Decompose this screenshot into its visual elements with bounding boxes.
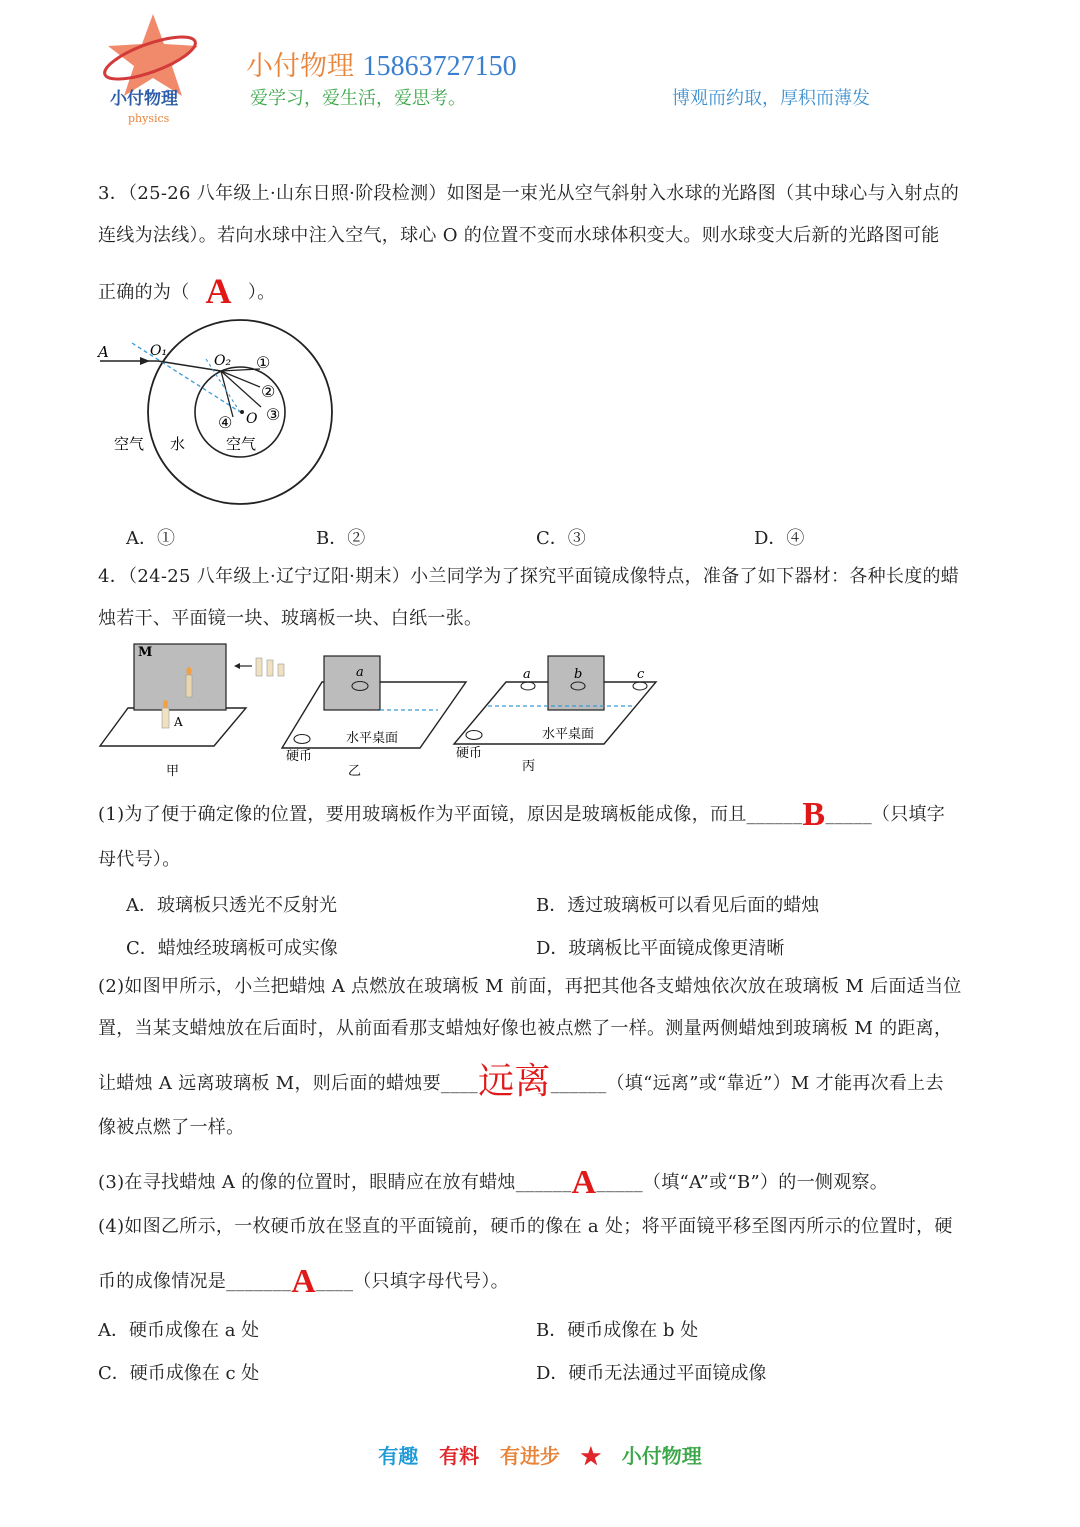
q4-p4-line1: (4)如图乙所示，一枚硬币放在竖直的平面镜前，硬币的像在 a 处；将平面镜平移至图丙所示的位置时，硬 (98, 1216, 953, 1237)
mirror-bing (548, 656, 604, 710)
spare-candle-3 (278, 664, 284, 676)
footer (0, 1440, 1080, 1469)
q4-p4-prompt-end: ____（只填字母代号）。 (316, 1271, 509, 1292)
figure-jia (100, 644, 284, 779)
label-desk-yi: 水平桌面 (346, 731, 399, 746)
header-slogan-right: 博观而约取，厚积而薄发 (672, 88, 870, 109)
spare-candle-2 (267, 660, 273, 676)
arrow-left-icon (234, 663, 240, 669)
q4-p1-line1 (98, 796, 946, 833)
footer-part-4: 小付物理 (621, 1444, 702, 1468)
logo-text: 小付物理 (110, 89, 178, 109)
desk-plane-jia (100, 708, 246, 746)
q4-p4-prompt: 币的成像情况是_______ (98, 1271, 292, 1292)
header-phone: 15863727150 (362, 51, 517, 82)
q4-p2-line3 (98, 1061, 944, 1102)
mirror-yi (324, 656, 380, 710)
figure-bing (454, 656, 656, 774)
label-ray-2: ② (261, 382, 276, 401)
q4-p4-option-d[interactable]: D．硬币无法通过平面镜成像 (536, 1363, 767, 1384)
q4-line1: 4．（24-25 八年级上·辽宁辽阳·期末）小兰同学为了探究平面镜成像特点，准备了如下器材：各种长度的蜡 (98, 566, 960, 587)
label-a-yi: a (356, 665, 364, 680)
candle-image (186, 675, 192, 697)
footer-part-3: 有进步 (500, 1444, 560, 1468)
label-a: A (98, 343, 109, 361)
footer-part-2: 有料 (439, 1444, 480, 1468)
q4-p4-option-c[interactable]: C．硬币成像在 c 处 (98, 1363, 260, 1384)
label-jia: 甲 (166, 764, 180, 779)
label-coin-yi: 硬币 (286, 749, 313, 764)
q4-p2-line1: (2)如图甲所示，小兰把蜡烛 A 点燃放在玻璃板 M 前面，再把其他各支蜡烛依次放在玻璃板 M 后面适当位 (98, 976, 962, 997)
label-m: M (138, 645, 153, 660)
spare-candle-1 (256, 658, 262, 676)
q4-p3-prompt: (3)在寻找蜡烛 A 的像的位置时，眼睛应在放有蜡烛______ (98, 1172, 572, 1193)
flame-a-icon (163, 700, 168, 708)
candle-a (162, 708, 169, 728)
header-slogan-left: 爱学习，爱生活，爱思考。 (250, 88, 466, 109)
logo (98, 10, 208, 128)
flame-image-icon (187, 667, 192, 675)
q4-p2-answer: 远离 (478, 1061, 551, 1102)
q3-line3 (98, 271, 276, 311)
label-o1: O₁ (150, 343, 168, 359)
q3-line2: 连线为法线）。若向水球中注入空气，球心 O 的位置不变而水球体积变大。则水球变大后新的光路图可能 (98, 225, 940, 246)
q4-p3-line (98, 1164, 889, 1201)
ray-3-line (221, 371, 261, 407)
label-o: O (246, 411, 258, 427)
q4-p2-prompt: 让蜡烛 A 远离玻璃板 M，则后面的蜡烛要____ (98, 1073, 479, 1094)
q3-answer: A (205, 271, 232, 311)
footer-part-1: 有趣 (378, 1444, 419, 1468)
label-air-outer: 空气 (114, 435, 145, 453)
q4-p1-option-c[interactable]: C．蜡烛经玻璃板可成实像 (126, 938, 338, 959)
label-ray-1: ① (256, 353, 271, 372)
q4-p1-answer: B (802, 796, 826, 833)
q4-figure (96, 640, 666, 782)
q4-p1-option-d[interactable]: D．玻璃板比平面镜成像更清晰 (536, 938, 785, 959)
q4-p4-option-b[interactable]: B．硬币成像在 b 处 (536, 1320, 699, 1341)
q4-p3-prompt-end: _____（填“A”或“B”）的一侧观察。 (596, 1172, 889, 1193)
header-title (246, 44, 517, 83)
label-water: 水 (170, 435, 186, 453)
q4-line2: 烛若干、平面镜一块、玻璃板一块、白纸一张。 (98, 608, 483, 629)
q4-p1-option-a[interactable]: A．玻璃板只透光不反射光 (126, 895, 337, 916)
q3-prompt-end: ）。 (247, 282, 276, 303)
q3-option-d[interactable]: D．④ (754, 528, 805, 549)
q3-prompt: 正确的为（ (98, 282, 190, 303)
q4-p1-prompt-end: _____（只填字 (825, 804, 946, 825)
q4-p2-line4: 像被点燃了一样。 (98, 1117, 245, 1138)
label-yi: 乙 (348, 764, 362, 779)
label-bing: 丙 (522, 759, 536, 774)
q4-p1-prompt: (1)为了便于确定像的位置，要用玻璃板作为平面镜，原因是玻璃板能成像，而且______ (98, 804, 803, 825)
label-b-bing: b (574, 667, 583, 682)
center-point (240, 410, 244, 414)
q3-figure (96, 315, 356, 525)
label-o2: O₂ (214, 353, 232, 369)
q4-p1-option-b[interactable]: B．透过玻璃板可以看见后面的蜡烛 (536, 895, 820, 916)
q4-p1-line2: 母代号）。 (98, 849, 181, 870)
q3-line1: 3．（25-26 八年级上·山东日照·阶段检测）如图是一束光从空气斜射入水球的光路图（其中球心与入射点的 (98, 183, 960, 204)
q4-p4-option-a[interactable]: A．硬币成像在 a 处 (98, 1320, 260, 1341)
label-a-bing: a (523, 667, 531, 682)
q3-option-b[interactable]: B．② (316, 528, 366, 549)
label-ray-3: ③ (266, 405, 281, 424)
arrow-icon (140, 357, 150, 365)
ray-2-line (221, 371, 260, 387)
q3-option-c[interactable]: C．③ (536, 528, 586, 549)
q4-p3-answer: A (571, 1164, 597, 1201)
q4-p2-line2: 置，当某支蜡烛放在后面时，从前面看那支蜡烛好像也被点燃了一样。测量两侧蜡烛到玻璃板 M 的距离， (98, 1018, 953, 1039)
figure-yi (282, 656, 466, 779)
ray-4-line (221, 371, 233, 417)
logo-subtext: physics (128, 112, 170, 125)
header-brand: 小付物理 (246, 51, 354, 82)
q4-p4-answer: A (291, 1263, 317, 1300)
label-candle-a: A (174, 715, 183, 729)
label-desk-bing: 水平桌面 (542, 727, 595, 742)
label-ray-4: ④ (218, 413, 233, 432)
q4-p4-line2 (98, 1263, 509, 1300)
label-air-inner: 空气 (226, 435, 257, 453)
q4-p2-prompt-end: ______（填“远离”或“靠近”）M 才能再次看上去 (550, 1073, 944, 1094)
star-icon: ★ (580, 1444, 601, 1468)
label-c-bing: c (637, 667, 645, 682)
q3-option-a[interactable]: A．① (126, 528, 175, 549)
label-coin-bing: 硬币 (456, 746, 483, 761)
